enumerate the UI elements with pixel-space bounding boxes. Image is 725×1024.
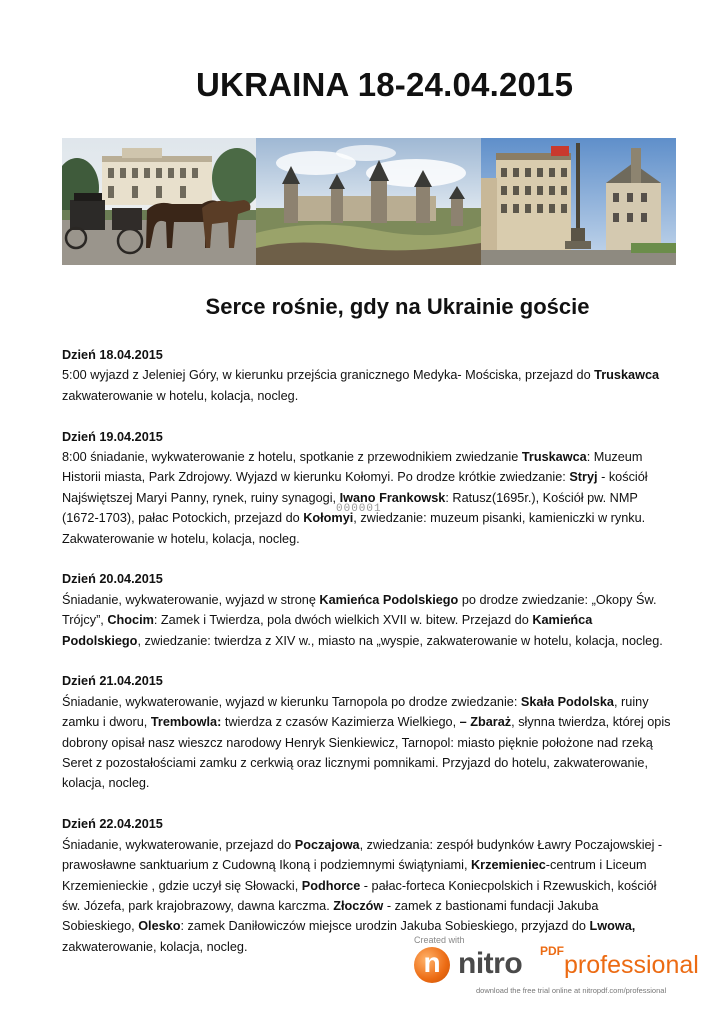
- place-name: Lwowa,: [589, 919, 636, 934]
- day-description: [62, 593, 663, 648]
- place-name: Kamieńca Podolskiego: [319, 592, 459, 607]
- day-description: [62, 368, 659, 402]
- page-stamp: 000001: [336, 503, 382, 515]
- place-name: Krzemieniec: [471, 858, 546, 873]
- day-heading: Dzień 21.04.2015: [62, 674, 163, 689]
- document-title: UKRAINA 18-24.04.2015: [196, 66, 574, 103]
- place-name: Trembowla:: [150, 715, 222, 730]
- watermark-brand: nitro: [458, 947, 523, 980]
- place-name: – Zbaraż: [459, 715, 512, 730]
- place-name: Chocim: [107, 613, 154, 628]
- text-segment: : zamek Daniłowiczów miejsce urodzin Jakuba Sobieskiego, przyjazd do: [180, 919, 590, 934]
- watermark-created-label: Created with: [414, 935, 465, 945]
- lviv-photo-illustration: [481, 138, 676, 265]
- text-segment: : Ratusz(1695r.), Kościół pw. NMP (1672-1703), pałac Potockich, przejazd do: [62, 490, 638, 526]
- itinerary: [62, 345, 674, 978]
- place-name: Kołomyi: [303, 511, 354, 526]
- text-segment: , zwiedzanie: twierdza z XIV w., miasto na „wyspie, zakwaterowanie w hotelu, kolacja, nocleg.: [137, 633, 663, 648]
- text-segment: Śniadanie, wykwaterowanie, wyjazd w kierunku Tarnopola po drodze zwiedzanie:: [62, 694, 521, 709]
- day-section: [62, 671, 674, 793]
- text-segment: , ruiny zamku i dworu,: [62, 694, 649, 730]
- text-segment: po drodze zwiedzanie: „Okopy Św. Trójcy”,: [62, 592, 657, 628]
- watermark-brand-sup: PDF: [540, 944, 564, 958]
- text-segment: , zwiedzanie: muzeum pisanki, kamieniczki w rynku. Zakwaterowanie w hotelu, kolacja, nocleg.: [62, 511, 646, 546]
- watermark-product: professional: [564, 951, 699, 979]
- text-segment: zakwaterowanie w hotelu, kolacja, nocleg.: [62, 388, 299, 403]
- day-description: [62, 450, 648, 546]
- nitro-watermark: [414, 935, 719, 1005]
- text-segment: , zwiedzania: zespół budynków Ławry Poczajowskiej - prawosławne sanktuarium z Cudowną Ikoną i podziemnymi świątyniami,: [62, 837, 663, 873]
- day-section: [62, 569, 674, 651]
- nitro-logo-icon: n: [414, 947, 450, 983]
- carriage-photo-illustration: [62, 138, 256, 265]
- text-segment: Śniadanie, wykwaterowanie, przejazd do: [62, 837, 295, 852]
- day-heading: Dzień 19.04.2015: [62, 429, 163, 444]
- day-heading: Dzień 22.04.2015: [62, 817, 163, 832]
- photo-banner: [62, 138, 676, 265]
- text-segment: zakwaterowanie, kolacja, nocleg.: [62, 939, 248, 954]
- place-name: Olesko: [138, 919, 181, 934]
- day-heading: Dzień 18.04.2015: [62, 348, 163, 362]
- watermark-footer: download the free trial online at nitropdf.com/professional: [476, 986, 667, 995]
- text-segment: 8:00 śniadanie, wykwaterowanie z hotelu, spotkanie z przewodnikiem zwiedzanie: [62, 450, 522, 465]
- text-segment: twierdza z czasów Kazimierza Wielkiego,: [221, 715, 460, 730]
- text-segment: - zamek z bastionami fundacji Jakuba Sobieskiego,: [62, 898, 599, 934]
- text-segment: , słynna twierdza, której opis dobrony opisał nasz wieszcz narodowy Henryk Sienkiewicz, Tarnopol: miasto pięknie położone nad rzeką Seret z pozostałościami zamku z cerkwią oraz licznymi pomnikami. Przyjazd do hotelu, zakwaterowanie, kolacja, nocleg.: [62, 715, 671, 791]
- text-segment: - kościół Najświętszej Maryi Panny, rynek, ruiny synagogi,: [62, 470, 648, 505]
- place-name: Iwano Frankowsk: [339, 490, 446, 505]
- day-description: [62, 695, 671, 791]
- place-name: Skała Podolska: [520, 694, 614, 709]
- text-segment: - pałac-forteca Koniecpolskich i Rzewuskich, kościół św. Józefa, park krajobrazowy, dawna karczma.: [62, 878, 657, 913]
- photo-lviv-square: [481, 138, 676, 265]
- place-name: Stryj: [569, 470, 598, 485]
- photo-horse-carriages: [62, 138, 256, 265]
- photo-castle: [256, 138, 481, 265]
- text-segment: 5:00 wyjazd z Jeleniej Góry, w kierunku przejścia granicznego Medyka- Mościska, przejazd do: [62, 368, 595, 383]
- place-name: Truskawca: [594, 368, 660, 383]
- place-name: Truskawca: [521, 450, 587, 465]
- text-segment: : Muzeum Historii miasta, Park Zdrojowy. Wyjazd w kierunku Kołomyi. Po drodze krótkie zwiedzanie:: [62, 450, 643, 485]
- castle-photo-illustration: [256, 138, 481, 265]
- place-name: Poczajowa: [294, 837, 360, 852]
- text-segment: : Zamek i Twierdza, pola dwóch wielkich XVII w. bitew. Przejazd do: [153, 613, 533, 628]
- place-name: Złoczów: [333, 898, 384, 913]
- day-heading: Dzień 20.04.2015: [62, 572, 163, 587]
- document-subtitle: Serce rośnie, gdy na Ukrainie goście: [205, 294, 590, 319]
- text-segment: Śniadanie, wykwaterowanie, wyjazd w stronę: [62, 592, 320, 607]
- place-name: Podhorce: [301, 878, 361, 893]
- text-segment: -centrum i Liceum Krzemienieckie , gdzie uczył się Słowacki,: [62, 858, 647, 893]
- day-section: [62, 345, 674, 406]
- place-name: Kamieńca Podolskiego: [62, 613, 593, 648]
- day-section: [62, 427, 674, 549]
